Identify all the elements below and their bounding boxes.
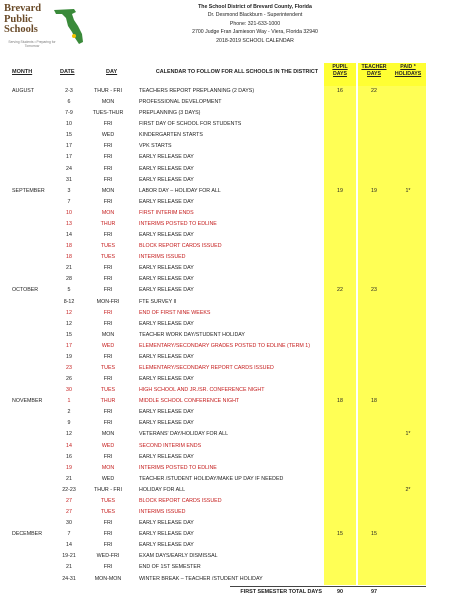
calendar-row — [0, 119, 474, 130]
calendar-row — [0, 341, 474, 352]
calendar-row — [0, 308, 474, 319]
date-cell: 19 — [66, 353, 72, 360]
calendar-row — [0, 330, 474, 341]
teacher-days-cell: 15 — [371, 531, 377, 538]
event-cell: WINTER BREAK – TEACHER /STUDENT HOLIDAY — [139, 575, 263, 582]
event-cell: EARLY RELEASE DAY — [139, 453, 194, 460]
day-cell: MON — [101, 209, 115, 216]
month-cell: OCTOBER — [12, 287, 39, 294]
calendar-row — [0, 441, 474, 452]
event-cell: INTERIMS POSTED TO EDLINE — [139, 464, 217, 471]
event-cell: EARLY RELEASE DAY — [139, 320, 194, 327]
calendar-row — [0, 429, 474, 440]
day-cell: TUES — [100, 497, 116, 504]
totals-teacher-days: 97 — [371, 589, 377, 595]
logo-word: Brevard — [4, 3, 42, 14]
date-cell: 26 — [66, 376, 72, 383]
event-cell: PREPLANNING (3 DAYS) — [139, 110, 201, 117]
day-cell: FRI — [103, 276, 113, 283]
event-cell: EARLY RELEASE DAY — [139, 409, 194, 416]
date-cell: 24-31 — [62, 575, 76, 582]
day-cell: MON — [101, 99, 115, 106]
day-cell: FRI — [103, 309, 113, 316]
date-cell: 10 — [66, 209, 72, 216]
calendar-row — [0, 241, 474, 252]
event-cell: EARLY RELEASE DAY — [139, 353, 194, 360]
day-cell: FRI — [103, 176, 113, 183]
date-cell: 16 — [66, 453, 72, 460]
day-cell: MON-MON — [94, 575, 122, 582]
day-cell: MON — [101, 464, 115, 471]
logo-word: Schools — [4, 24, 38, 35]
day-cell: MON — [101, 331, 115, 338]
date-cell: 12 — [66, 431, 72, 438]
date-cell: 13 — [66, 220, 72, 227]
date-cell: 30 — [66, 520, 72, 527]
month-cell: SEPTEMBER — [12, 187, 45, 194]
date-cell: 30 — [66, 387, 72, 394]
column-header-teacher-days — [358, 63, 390, 86]
calendar-row — [0, 208, 474, 219]
event-cell: INTERIMS POSTED TO EDLINE — [139, 220, 217, 227]
calendar-row — [0, 507, 474, 518]
calendar-row — [0, 396, 474, 407]
calendar-row — [0, 175, 474, 186]
day-cell: THUR - FRI — [94, 88, 122, 94]
day-cell: THUR — [100, 220, 116, 227]
day-cell: FRI — [103, 165, 113, 172]
column-header-paid-holidays — [390, 63, 426, 86]
event-cell: INTERIMS ISSUED — [139, 254, 186, 261]
header-line: HOLIDAYS — [394, 71, 422, 77]
event-cell: FIRST INTERIM ENDS — [139, 209, 194, 216]
date-cell: 5 — [67, 287, 71, 294]
event-cell: EXAM DAYS/EARLY DISMISSAL — [139, 553, 218, 560]
date-cell: 12 — [66, 309, 72, 316]
semester-totals-row — [0, 586, 474, 598]
date-cell: 14 — [66, 232, 72, 239]
day-cell: FRI — [103, 320, 113, 327]
calendar-row — [0, 485, 474, 496]
month-cell: DECEMBER — [12, 531, 43, 538]
event-cell: EARLY RELEASE DAY — [139, 287, 194, 294]
date-cell: 14 — [66, 442, 72, 449]
calendar-row — [0, 319, 474, 330]
date-cell: 15 — [66, 132, 72, 139]
calendar-row — [0, 463, 474, 474]
teacher-days-cell: 23 — [371, 287, 377, 294]
event-cell: LABOR DAY – HOLIDAY FOR ALL — [139, 187, 221, 194]
day-cell: TUES — [100, 387, 116, 394]
district-logo — [4, 4, 90, 62]
calendar-row — [0, 551, 474, 562]
day-cell: MON — [101, 187, 115, 194]
date-cell: 7 — [67, 531, 71, 538]
day-cell: WED — [101, 132, 115, 139]
event-cell: ELEMENTARY/SECONDARY REPORT CARDS ISSUED — [139, 365, 274, 371]
event-cell: EARLY RELEASE DAY — [139, 198, 194, 205]
totals-label: FIRST SEMESTER TOTAL DAYS — [240, 589, 322, 595]
date-cell: 18 — [66, 243, 72, 250]
calendar-row — [0, 219, 474, 230]
day-cell: MON-FRI — [96, 298, 120, 305]
event-cell: END OF 1ST SEMESTER — [139, 564, 201, 571]
day-cell: THUR - FRI — [94, 486, 122, 493]
event-cell: VETERANS' DAY/HOLIDAY FOR ALL — [139, 431, 229, 438]
calendar-row — [0, 130, 474, 141]
teacher-days-cell: 19 — [371, 187, 377, 194]
document-header — [0, 0, 474, 66]
calendar-row — [0, 230, 474, 241]
event-cell: VPK STARTS — [139, 143, 172, 150]
pupil-days-cell: 18 — [337, 398, 343, 405]
logo-tagline: Serving Students • Preparing for Tomorrow — [8, 40, 56, 48]
column-header-pupil-days — [324, 63, 356, 86]
day-cell: FRI — [103, 265, 113, 272]
district-info — [100, 3, 410, 45]
date-cell: 17 — [66, 342, 72, 349]
date-cell: 9 — [67, 420, 71, 427]
day-cell: TUES-THUR — [92, 110, 124, 117]
header-line: DAYS — [333, 71, 347, 77]
column-header-month: MONTH — [12, 69, 33, 75]
calendar-row — [0, 86, 474, 97]
event-cell: BLOCK REPORT CARDS ISSUED — [139, 497, 222, 504]
paid-holidays-cell: 2* — [405, 486, 411, 493]
date-cell: 6 — [67, 99, 71, 106]
logo-word: Public — [4, 13, 33, 25]
event-cell: TEACHERS REPORT PREPLANNING (2 DAYS) — [139, 88, 255, 94]
date-cell: 31 — [66, 176, 72, 183]
date-cell: 19 — [66, 464, 72, 471]
paid-holidays-cell: 1* — [405, 187, 411, 194]
address-line: 2700 Judge Fran Jamieson Way - Viera, Florida 32940 — [192, 29, 318, 36]
calendar-row — [0, 252, 474, 263]
date-cell: 27 — [66, 509, 72, 516]
calendar-row — [0, 141, 474, 152]
event-cell: TEACHER /STUDENT HOLIDAY/MAKE UP DAY IF NEEDED — [139, 475, 284, 482]
day-cell: FRI — [103, 542, 113, 549]
day-cell: MON — [101, 431, 115, 438]
date-cell: 18 — [66, 254, 72, 261]
teacher-days-cell: 22 — [371, 88, 377, 94]
date-cell: 1 — [67, 398, 71, 405]
calendar-row — [0, 474, 474, 485]
date-cell: 12 — [66, 320, 72, 327]
calendar-row — [0, 540, 474, 551]
day-cell: WED — [101, 442, 115, 449]
day-cell: FRI — [103, 453, 113, 460]
day-cell: FRI — [103, 154, 113, 161]
district-name: The School District of Brevard County, Florida — [198, 4, 312, 10]
date-cell: 21 — [66, 265, 72, 272]
calendar-row — [0, 574, 474, 585]
day-cell: THUR — [100, 398, 116, 405]
day-cell: FRI — [103, 409, 113, 416]
calendar-row — [0, 152, 474, 163]
header-line: PUPIL — [332, 64, 348, 70]
date-cell: 19-21 — [62, 553, 76, 560]
pupil-days-cell: 22 — [337, 287, 343, 294]
day-cell: FRI — [103, 420, 113, 427]
teacher-days-cell: 18 — [371, 398, 377, 405]
date-cell: 2-3 — [65, 88, 73, 94]
day-cell: FRI — [103, 287, 113, 294]
calendar-row — [0, 529, 474, 540]
event-cell: HOLIDAY FOR ALL — [139, 486, 186, 493]
day-cell: WED — [101, 342, 115, 349]
day-cell: FRI — [103, 520, 113, 527]
calendar-row — [0, 452, 474, 463]
event-cell: FTE SURVEY II — [139, 298, 177, 305]
event-cell: EARLY RELEASE DAY — [139, 420, 194, 427]
day-cell: WED-FRI — [96, 553, 120, 560]
event-cell: ELEMENTARY/SECONDARY GRADES POSTED TO EDLINE (TERM 1) — [139, 342, 311, 349]
event-cell: HIGH SCHOOL AND JR./SR. CONFERENCE NIGHT — [139, 387, 265, 394]
date-cell: 28 — [66, 276, 72, 283]
calendar-row — [0, 186, 474, 197]
totals-pupil-days: 90 — [337, 589, 343, 595]
event-cell: BLOCK REPORT CARDS ISSUED — [139, 243, 222, 250]
event-cell: EARLY RELEASE DAY — [139, 542, 194, 549]
header-line: TEACHER — [361, 64, 387, 70]
pupil-days-cell: 15 — [337, 531, 343, 538]
superintendent-line: Dr. Desmond Blackburn - Superintendent — [207, 12, 303, 19]
calendar-row — [0, 418, 474, 429]
event-cell: EARLY RELEASE DAY — [139, 154, 194, 161]
column-header-day: DAY — [106, 69, 118, 75]
header-line: PAID * — [400, 64, 416, 70]
calendar-row — [0, 263, 474, 274]
calendar-row — [0, 164, 474, 175]
event-cell: TEACHER WORK DAY/STUDENT HOLIDAY — [139, 331, 245, 338]
date-cell: 17 — [66, 154, 72, 161]
day-cell: TUES — [100, 243, 116, 250]
day-cell: FRI — [103, 564, 113, 571]
date-cell: 27 — [66, 497, 72, 504]
date-cell: 24 — [66, 165, 72, 172]
calendar-row — [0, 352, 474, 363]
event-cell: EARLY RELEASE DAY — [139, 176, 194, 183]
date-cell: 8-12 — [63, 298, 75, 305]
day-cell: TUES — [100, 254, 116, 261]
month-cell: AUGUST — [12, 88, 35, 94]
day-cell: TUES — [100, 509, 116, 516]
day-cell: FRI — [103, 232, 113, 239]
calendar-row — [0, 274, 474, 285]
calendar-row — [0, 407, 474, 418]
day-cell: FRI — [103, 531, 113, 538]
pupil-days-cell: 19 — [337, 187, 343, 194]
calendar-row — [0, 518, 474, 529]
calendar-row — [0, 285, 474, 296]
day-cell: WED — [101, 475, 115, 482]
date-cell: 23 — [66, 365, 72, 371]
event-cell: PROFESSIONAL DEVELOPMENT — [139, 99, 222, 106]
calendar-row — [0, 374, 474, 385]
calendar-subtitle: CALENDAR TO FOLLOW FOR ALL SCHOOLS IN THE DISTRICT — [155, 69, 319, 75]
calendar-row — [0, 97, 474, 108]
calendar-row — [0, 297, 474, 308]
calendar-row — [0, 108, 474, 119]
paid-holidays-cell: 1* — [405, 431, 411, 438]
calendar-title: 2018-2019 SCHOOL CALENDAR — [216, 37, 294, 44]
event-cell: EARLY RELEASE DAY — [139, 520, 194, 527]
event-cell: KINDERGARTEN STARTS — [139, 132, 203, 139]
date-cell: 2 — [67, 409, 71, 416]
date-cell: 21 — [66, 475, 72, 482]
calendar-row — [0, 496, 474, 507]
event-cell: MIDDLE SCHOOL CONFERENCE NIGHT — [139, 398, 240, 405]
date-cell: 22-23 — [62, 486, 76, 493]
date-cell: 14 — [66, 542, 72, 549]
event-cell: EARLY RELEASE DAY — [139, 376, 194, 383]
date-cell: 10 — [66, 121, 72, 128]
day-cell: FRI — [103, 376, 113, 383]
event-cell: INTERIMS ISSUED — [139, 509, 186, 516]
column-header-date: DATE — [60, 69, 75, 75]
month-cell: NOVEMBER — [12, 398, 43, 405]
event-cell: EARLY RELEASE DAY — [139, 165, 194, 172]
header-line: DAYS — [367, 71, 381, 77]
event-cell: SECOND INTERIM ENDS — [139, 442, 202, 449]
calendar-row — [0, 197, 474, 208]
date-cell: 17 — [66, 143, 72, 150]
date-cell: 15 — [66, 331, 72, 338]
day-cell: TUES — [100, 365, 116, 371]
date-cell: 21 — [66, 564, 72, 571]
calendar-row — [0, 562, 474, 573]
calendar-row — [0, 363, 474, 374]
event-cell: EARLY RELEASE DAY — [139, 232, 194, 239]
event-cell: EARLY RELEASE DAY — [139, 531, 194, 538]
event-cell: END OF FIRST NINE WEEKS — [139, 309, 211, 316]
date-cell: 7-9 — [65, 110, 73, 117]
event-cell: EARLY RELEASE DAY — [139, 276, 194, 283]
day-cell: FRI — [103, 143, 113, 150]
phone-line: Phone: 321-633-1000 — [229, 20, 281, 27]
calendar-row — [0, 385, 474, 396]
date-cell: 7 — [67, 198, 71, 205]
date-cell: 3 — [67, 187, 71, 194]
event-cell: EARLY RELEASE DAY — [139, 265, 194, 272]
pupil-days-cell: 16 — [337, 88, 343, 94]
day-cell: FRI — [103, 198, 113, 205]
day-cell: FRI — [103, 353, 113, 360]
day-cell: FRI — [103, 121, 113, 128]
event-cell: FIRST DAY OF SCHOOL FOR STUDENTS — [139, 121, 242, 128]
